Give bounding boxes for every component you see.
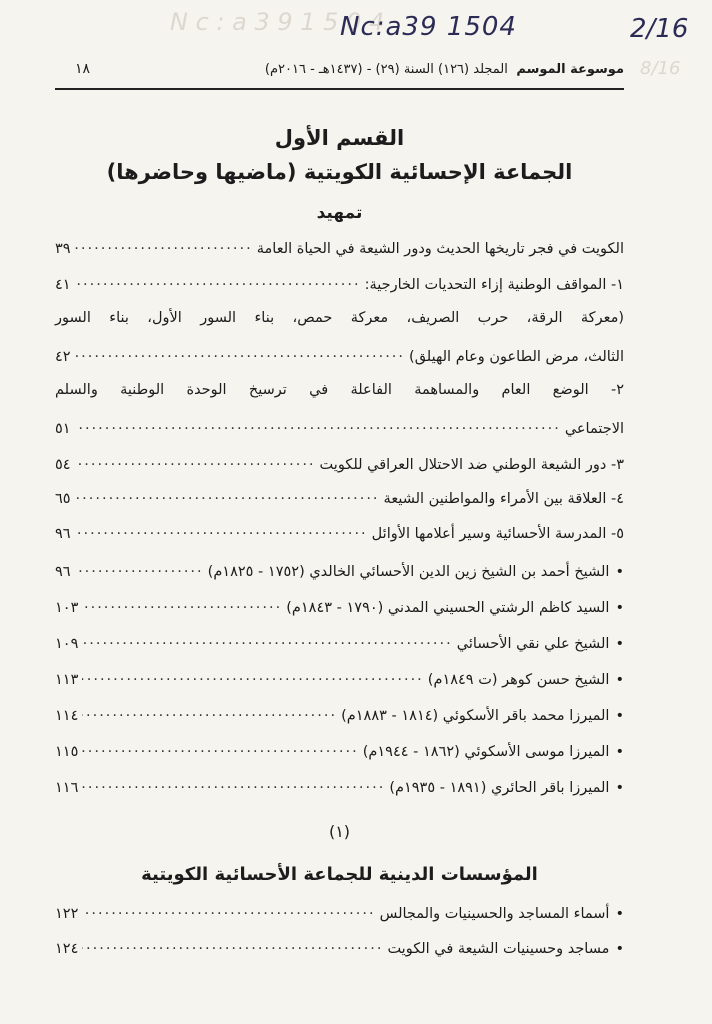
dot-leader [75, 488, 380, 503]
bullet-icon: • [615, 940, 624, 957]
toc-entry-page: ١١٥ [55, 743, 79, 760]
toc-entry [55, 274, 624, 293]
volume-info: المجلد (١٢٦) السنة (٢٩) - (١٤٣٧هـ - ٢٠١٦م) [264, 62, 508, 77]
toc-bullet-entry [55, 938, 624, 957]
dot-leader [82, 705, 337, 720]
dot-leader [82, 669, 423, 684]
toc-entry-title: ٤- العلاقة بين الأمراء والمواطنين الشيعة [383, 490, 624, 507]
running-header [55, 58, 624, 90]
toc-entry [55, 454, 624, 473]
toc-entry-title: ١- المواقف الوطنية إزاء التحديات الخارجية: [364, 276, 624, 293]
toc-entry-title: •السيد كاظم الرشتي الحسيني المدني (١٧٩٠ - ١٨٤٣م) [286, 599, 624, 616]
toc-entry [55, 488, 624, 507]
bullet-icon: • [615, 635, 624, 652]
bullet-icon: • [615, 599, 624, 616]
toc-bullet-entry [55, 903, 624, 922]
encyclopedia-title: موسوعة الموسم [516, 62, 624, 77]
section-heading: القسم الأول [274, 126, 405, 150]
toc-bullet-entry [55, 597, 624, 616]
toc-entry-title: ٣- دور الشيعة الوطني ضد الاحتلال العراقي للكويت [319, 456, 624, 473]
part-title: المؤسسات الدينية للجماعة الأحسائية الكويتية [141, 864, 538, 885]
toc-entry [55, 346, 624, 365]
dot-leader [82, 597, 282, 612]
toc-entry-title: الاجتماعي [564, 420, 624, 437]
toc-entry-page: ١١٣ [55, 671, 79, 688]
toc-entry-page: ٩٦ [55, 563, 71, 580]
dot-leader [75, 523, 368, 538]
toc-bullet-entry [55, 777, 624, 796]
toc-entry-page: ٣٩ [55, 240, 71, 257]
toc-bullet-entry [55, 741, 624, 760]
toc-bullet-entry [55, 705, 624, 724]
toc-entry-title: ٥- المدرسة الأحسائية وسير أعلامها الأوائل [371, 525, 624, 542]
toc-entry-page: ٦٥ [55, 490, 71, 507]
toc-entry-title: •الميرزا محمد باقر الأسكوئي (١٨١٤ - ١٨٨٣م) [341, 707, 624, 724]
dot-leader [75, 274, 361, 289]
bullet-icon: • [615, 671, 624, 688]
toc-entry-title: •أسماء المساجد والحسينيات والمجالس [379, 905, 624, 922]
toc-entry-page: ١٠٣ [55, 599, 79, 616]
bullet-icon: • [615, 905, 624, 922]
toc-entry-title: •مساجد وحسينيات الشيعة في الكويت [387, 940, 624, 957]
dot-leader [75, 238, 253, 253]
dot-leader [82, 741, 358, 756]
toc-entry-page: ٤١ [55, 276, 71, 293]
toc-entry [55, 238, 624, 257]
bleed-through-mark: N c : a 3 9 1 5 0 4 [170, 8, 385, 36]
running-header-title [265, 62, 624, 77]
handwritten-reference-code: Nc:a39 1504 [340, 12, 517, 42]
bullet-icon: • [615, 563, 624, 580]
bullet-icon: • [615, 707, 624, 724]
subheading: تمهيد [316, 203, 363, 223]
toc-entry-title: •الميرزا باقر الحائري (١٨٩١ - ١٩٣٥م) [389, 779, 624, 796]
dot-leader [82, 633, 452, 648]
toc-entry [55, 418, 624, 437]
toc-entry-continuation: (معركة الرقة، حرب الصريف، معركة حمص، بناء السور الأول، بناء السور [55, 310, 624, 326]
toc-entry-title: الكويت في فجر تاريخها الحديث ودور الشيعة في الحياة العامة [256, 240, 624, 257]
dot-leader [82, 938, 383, 953]
toc-entry-title: الثالث، مرض الطاعون وعام الهيلق) [409, 348, 624, 365]
toc-bullet-entry [55, 669, 624, 688]
toc-entry-continuation: ٢- الوضع العام والمساهمة الفاعلة في ترسيخ الوحدة الوطنية والسلم [55, 382, 624, 398]
dot-leader [75, 454, 316, 469]
toc-entry-page: ١٠٩ [55, 635, 79, 652]
toc-entry-title: •الشيخ حسن كوهر (ت ١٨٤٩م) [427, 671, 624, 688]
toc-entry-page: ١٢٢ [55, 905, 79, 922]
bleed-through-mark: 8/16 [640, 58, 681, 79]
handwritten-page-mark: 2/16 [630, 14, 689, 44]
toc-entry-title: •الشيخ علي نقي الأحسائي [456, 635, 624, 652]
dot-leader [75, 418, 561, 433]
toc-entry-page: ٥١ [55, 420, 71, 437]
toc-entry-title: •الشيخ أحمد بن الشيخ زين الدين الأحسائي الخالدي (١٧٥٢ - ١٨٢٥م) [207, 563, 624, 580]
dot-leader [75, 346, 405, 361]
toc-entry [55, 523, 624, 542]
dot-leader [82, 777, 385, 792]
part-number: (١) [328, 822, 351, 841]
bullet-icon: • [615, 743, 624, 760]
dot-leader [75, 561, 204, 576]
toc-entry-page: ١٢٤ [55, 940, 79, 957]
toc-bullet-entry [55, 561, 624, 580]
toc-entry-page: ١١٦ [55, 779, 79, 796]
toc-entry-page: ٤٢ [55, 348, 71, 365]
page-number: ١٨ [75, 61, 91, 77]
toc-entry-title: •الميرزا موسى الأسكوئي (١٨٦٢ - ١٩٤٤م) [362, 743, 624, 760]
main-heading: الجماعة الإحسائية الكويتية (ماضيها وحاضرها) [106, 160, 573, 184]
dot-leader [82, 903, 375, 918]
toc-entry-page: ٥٤ [55, 456, 71, 473]
toc-entry-page: ١١٤ [55, 707, 79, 724]
toc-entry-page: ٩٦ [55, 525, 71, 542]
bullet-icon: • [615, 779, 624, 796]
toc-bullet-entry [55, 633, 624, 652]
